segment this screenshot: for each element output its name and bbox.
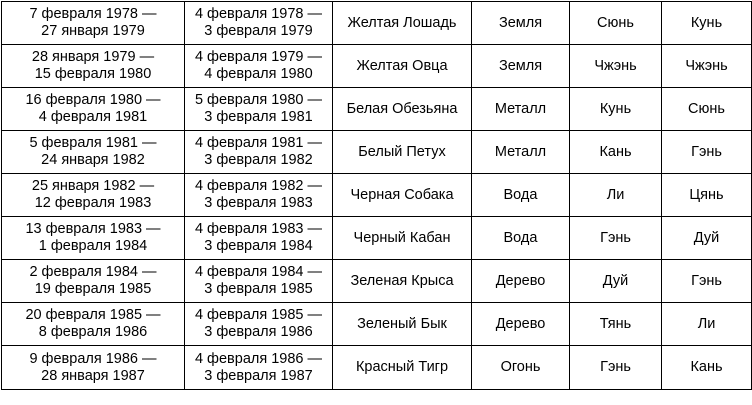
trigram-second-cell: Гэнь [662, 260, 752, 303]
trigram-first-cell: Сюнь [570, 2, 662, 45]
solar-period-cell: 4 февраля 1985 — 3 февраля 1986 [185, 303, 333, 346]
trigram-first-cell: Чжэнь [570, 45, 662, 88]
trigram-first-cell: Тянь [570, 303, 662, 346]
animal-cell: Черный Кабан [333, 217, 472, 260]
animal-cell: Желтая Лошадь [333, 2, 472, 45]
lunar-period-cell: 7 февраля 1978 — 27 января 1979 [2, 2, 185, 45]
table-row [2, 45, 752, 88]
trigram-first-cell: Дуй [570, 260, 662, 303]
solar-period-cell: 4 февраля 1981 — 3 февраля 1982 [185, 131, 333, 174]
trigram-second-cell: Сюнь [662, 88, 752, 131]
table-row [2, 303, 752, 346]
lunar-period-cell: 13 февраля 1983 — 1 февраля 1984 [2, 217, 185, 260]
lunar-period-cell: 28 января 1979 — 15 февраля 1980 [2, 45, 185, 88]
element-cell: Дерево [472, 260, 570, 303]
lunar-period-cell: 16 февраля 1980 — 4 февраля 1981 [2, 88, 185, 131]
trigram-first-cell: Кань [570, 131, 662, 174]
table-row [2, 2, 752, 45]
element-cell: Огонь [472, 346, 570, 390]
trigram-first-cell: Гэнь [570, 346, 662, 390]
trigram-second-cell: Цянь [662, 174, 752, 217]
solar-period-cell: 4 февраля 1986 — 3 февраля 1987 [185, 346, 333, 390]
table-row [2, 174, 752, 217]
solar-period-cell: 4 февраля 1979 — 4 февраля 1980 [185, 45, 333, 88]
trigram-second-cell: Чжэнь [662, 45, 752, 88]
animal-cell: Черная Собака [333, 174, 472, 217]
table-row [2, 217, 752, 260]
trigram-second-cell: Ли [662, 303, 752, 346]
element-cell: Вода [472, 174, 570, 217]
solar-period-cell: 4 февраля 1983 — 3 февраля 1984 [185, 217, 333, 260]
element-cell: Дерево [472, 303, 570, 346]
animal-cell: Желтая Овца [333, 45, 472, 88]
solar-period-cell: 4 февраля 1984 — 3 февраля 1985 [185, 260, 333, 303]
lunar-period-cell: 2 февраля 1984 — 19 февраля 1985 [2, 260, 185, 303]
element-cell: Вода [472, 217, 570, 260]
animal-cell: Белая Обезьяна [333, 88, 472, 131]
table-row [2, 260, 752, 303]
element-cell: Земля [472, 45, 570, 88]
lunar-period-cell: 25 января 1982 — 12 февраля 1983 [2, 174, 185, 217]
lunar-period-cell: 5 февраля 1981 — 24 января 1982 [2, 131, 185, 174]
element-cell: Металл [472, 88, 570, 131]
element-cell: Металл [472, 131, 570, 174]
solar-period-cell: 4 февраля 1978 — 3 февраля 1979 [185, 2, 333, 45]
trigram-first-cell: Гэнь [570, 217, 662, 260]
lunar-period-cell: 20 февраля 1985 — 8 февраля 1986 [2, 303, 185, 346]
trigram-first-cell: Ли [570, 174, 662, 217]
animal-cell: Белый Петух [333, 131, 472, 174]
animal-cell: Зеленая Крыса [333, 260, 472, 303]
solar-period-cell: 4 февраля 1982 — 3 февраля 1983 [185, 174, 333, 217]
element-cell: Земля [472, 2, 570, 45]
solar-period-cell: 5 февраля 1980 — 3 февраля 1981 [185, 88, 333, 131]
trigram-second-cell: Дуй [662, 217, 752, 260]
table-row [2, 131, 752, 174]
trigram-second-cell: Кань [662, 346, 752, 390]
table-row [2, 88, 752, 131]
zodiac-years-table [1, 1, 752, 390]
animal-cell: Зеленый Бык [333, 303, 472, 346]
lunar-period-cell: 9 февраля 1986 — 28 января 1987 [2, 346, 185, 390]
trigram-first-cell: Кунь [570, 88, 662, 131]
animal-cell: Красный Тигр [333, 346, 472, 390]
table-row [2, 346, 752, 390]
trigram-second-cell: Кунь [662, 2, 752, 45]
trigram-second-cell: Гэнь [662, 131, 752, 174]
